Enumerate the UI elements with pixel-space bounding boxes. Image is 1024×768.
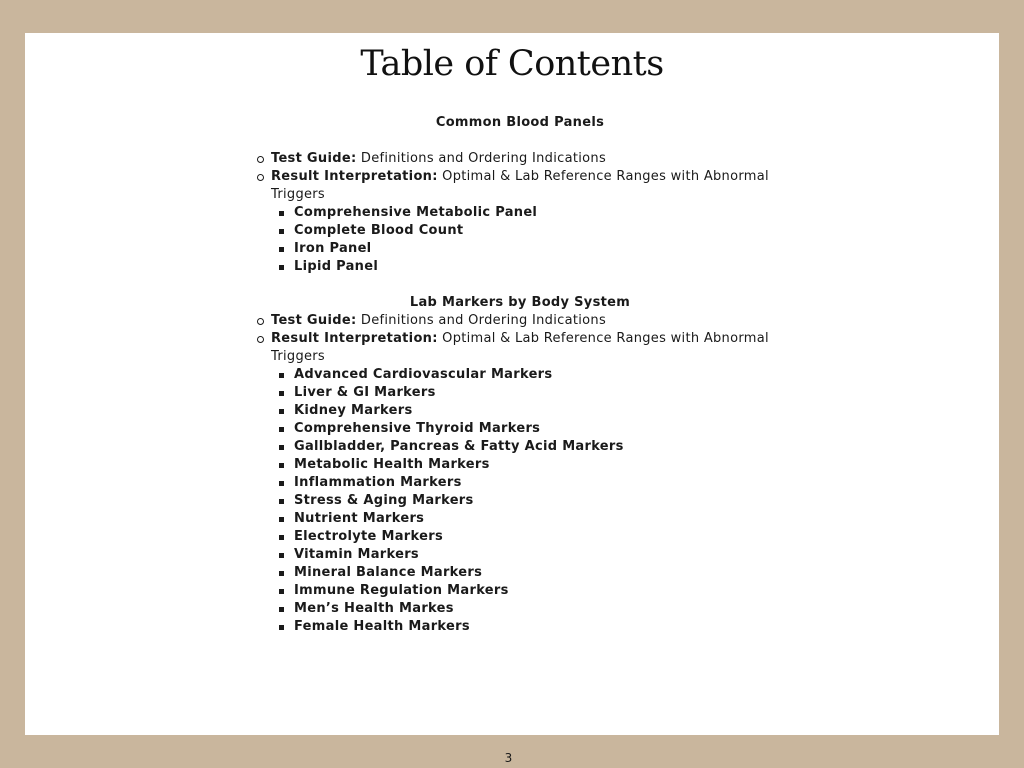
subitem: Liver & GI Markers (294, 384, 790, 402)
subitem: Iron Panel (294, 240, 790, 258)
section-subitems (250, 366, 790, 636)
item-label: Result Interpretation: (271, 169, 438, 184)
toc-section-lab-markers (250, 294, 790, 636)
item-label: Test Guide: (271, 313, 357, 328)
subitem: Comprehensive Metabolic Panel (294, 204, 790, 222)
subitem: Complete Blood Count (294, 222, 790, 240)
section-items (250, 150, 790, 204)
subitem: Stress & Aging Markers (294, 492, 790, 510)
item-label: Test Guide: (271, 151, 357, 166)
subitem: Men’s Health Markes (294, 600, 790, 618)
subitem: Advanced Cardiovascular Markers (294, 366, 790, 384)
toc-content (250, 114, 790, 636)
section-subitems (250, 204, 790, 276)
page-title: Table of Contents (360, 44, 664, 84)
list-item (271, 312, 790, 330)
section-heading: Lab Markers by Body System (409, 295, 631, 310)
item-text: Optimal & Lab Reference Ranges with Abnormal Triggers (271, 331, 769, 364)
item-text: Definitions and Ordering Indications (356, 313, 607, 328)
item-text: Definitions and Ordering Indications (356, 151, 607, 166)
page-number: 3 (504, 751, 513, 765)
subitem: Vitamin Markers (294, 546, 790, 564)
list-item (271, 150, 790, 168)
list-item (271, 330, 790, 366)
subitem: Lipid Panel (294, 258, 790, 276)
subitem: Comprehensive Thyroid Markers (294, 420, 790, 438)
subitem: Mineral Balance Markers (294, 564, 790, 582)
section-items (250, 312, 790, 366)
toc-section-common-blood-panels (250, 114, 790, 276)
item-text: Optimal & Lab Reference Ranges with Abnormal Triggers (271, 169, 769, 202)
list-item (271, 168, 790, 204)
item-label: Result Interpretation: (271, 331, 438, 346)
section-heading: Common Blood Panels (435, 115, 605, 130)
subitem: Electrolyte Markers (294, 528, 790, 546)
subitem: Inflammation Markers (294, 474, 790, 492)
subitem: Female Health Markers (294, 618, 790, 636)
subitem: Gallbladder, Pancreas & Fatty Acid Markers (294, 438, 790, 456)
subitem: Immune Regulation Markers (294, 582, 790, 600)
subitem: Kidney Markers (294, 402, 790, 420)
subitem: Metabolic Health Markers (294, 456, 790, 474)
subitem: Nutrient Markers (294, 510, 790, 528)
